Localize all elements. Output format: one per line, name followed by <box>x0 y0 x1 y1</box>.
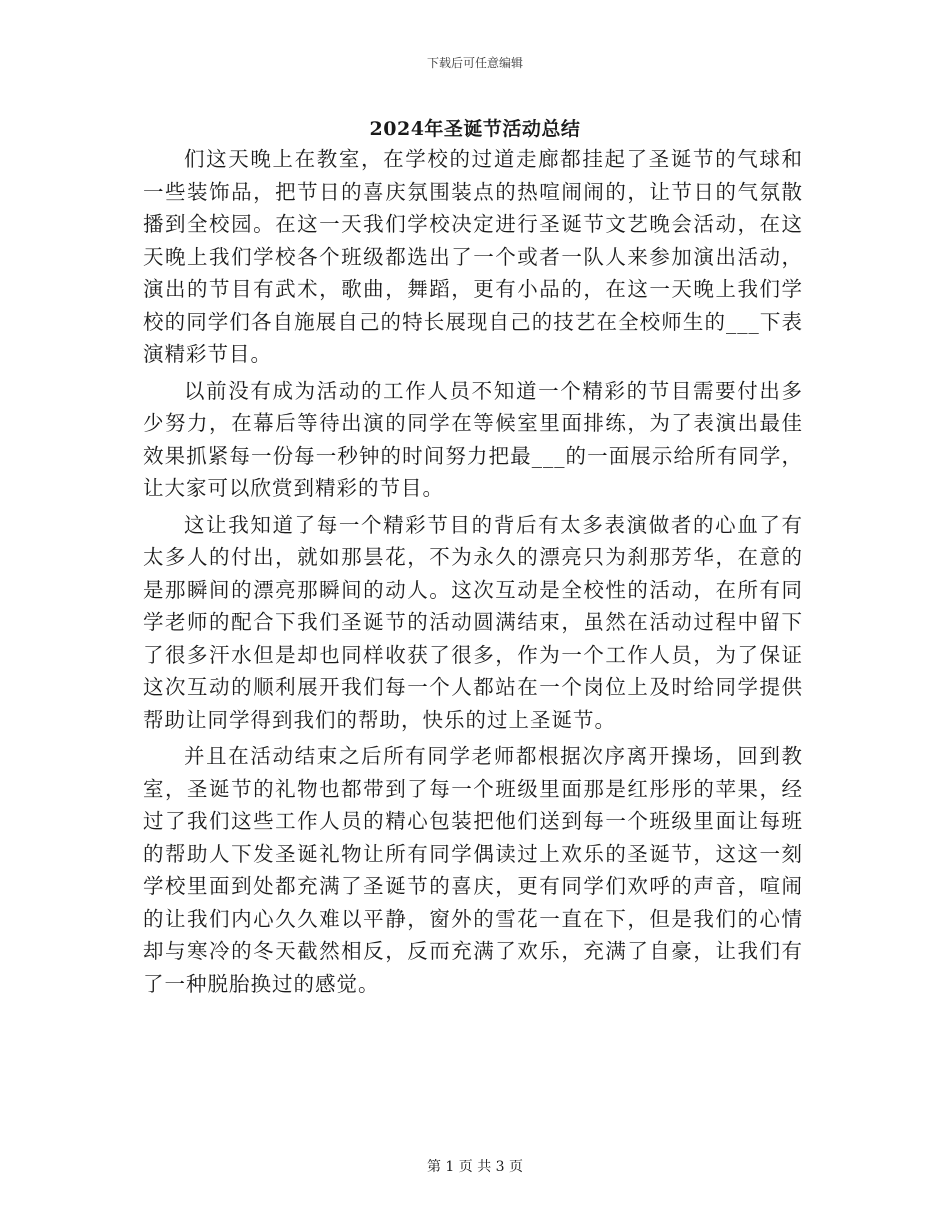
paragraph-3: 这让我知道了每一个精彩节目的背后有太多表演做者的心血了有太多人的付出，就如那昙花，不为永久的漂亮只为刹那芳华，在意的是那瞬间的漂亮那瞬间的动人。这次互动是全校性的活动，在所有同学老师的配合下我们圣诞节的活动圆满结束，虽然在活动过程中留下了很多汗水但是却也同样收获了很多，作为一个工作人员，为了保证这次互动的顺利展开我们每一个人都站在一个岗位上及时给同学提供帮助让同学得到我们的帮助，快乐的过上圣诞节。 <box>143 512 803 732</box>
paragraph-1: 们这天晚上在教室，在学校的过道走廊都挂起了圣诞节的气球和一些装饰品，把节日的喜庆氛围装点的热喧闹闹的，让节日的气氛散播到全校园。在这一天我们学校决定进行圣诞节文艺晚会活动，在这天晚上我们学校各个班级都选出了一个或者一队人来参加演出活动，演出的节目有武术，歌曲，舞蹈，更有小品的，在这一天晚上我们学校的同学们各自施展自己的特长展现自己的技艺在全校师生的___下表演精彩节目。 <box>143 147 803 366</box>
document-title: 2024年圣诞节活动总结 <box>369 118 581 140</box>
paragraph-4: 并且在活动结束之后所有同学老师都根据次序离开操场，回到教室，圣诞节的礼物也都带到了每一个班级里面那是红彤彤的苹果，经过了我们这些工作人员的精心包装把他们送到每一个班级里面让每班的帮助人下发圣诞礼物让所有同学偶读过上欢乐的圣诞节，这这一刻学校里面到处都充满了圣诞节的喜庆，更有同学们欢呼的声音，喧闹的让我们内心久久难以平静，窗外的雪花一直在下，但是我们的心情却与寒冷的冬天截然相反，反而充满了欢乐，充满了自豪，让我们有了一种脱胎换过的感觉。 <box>143 744 803 996</box>
header-note: 下载后可任意编辑 <box>426 56 523 70</box>
document-body <box>143 143 803 1004</box>
page-number: 第 1 页 共 3 页 <box>426 1159 524 1175</box>
paragraph-2: 以前没有成为活动的工作人员不知道一个精彩的节目需要付出多少努力，在幕后等待出演的同学在等候室里面排练，为了表演出最佳效果抓紧每一份每一秒钟的时间努力把最___的一面展示给所有同学，让大家可以欣赏到精彩的节目。 <box>143 378 803 500</box>
